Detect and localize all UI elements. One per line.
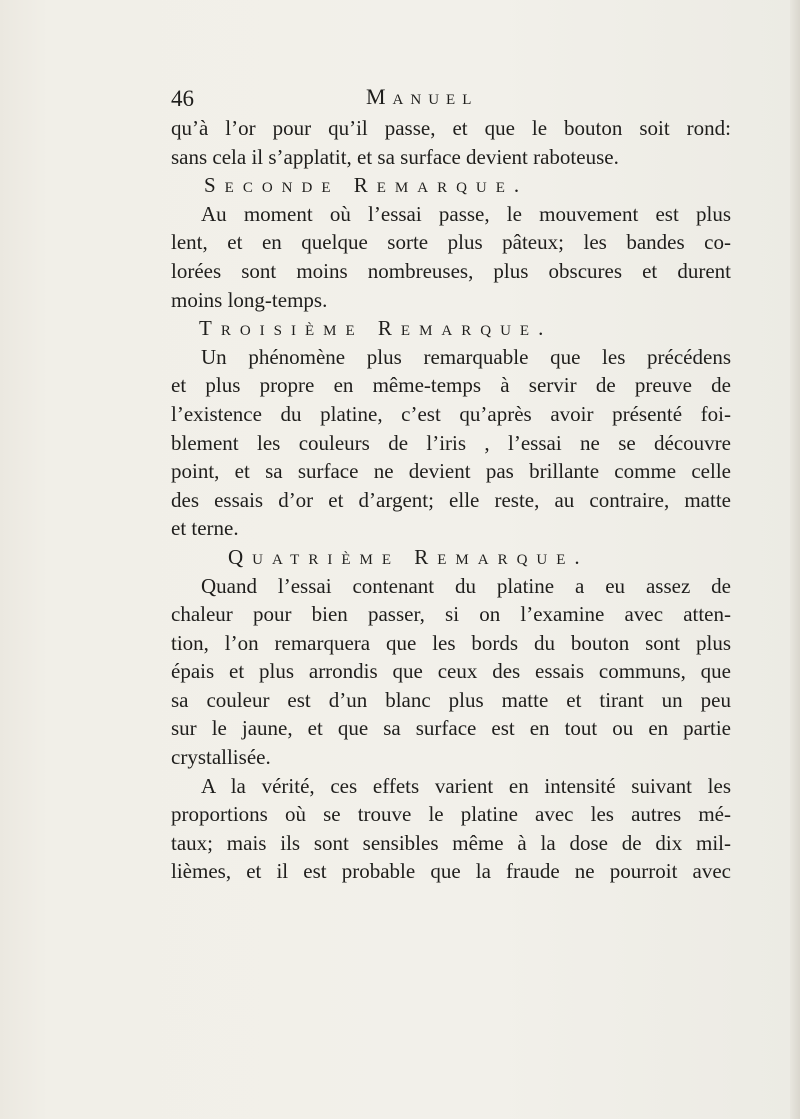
body-line: chaleur pour bien passer, si on l’examine avec atten- bbox=[171, 602, 731, 627]
body-line: moins long-temps. bbox=[171, 287, 328, 312]
body-line: Quand l’essai contenant du platine a eu assez de bbox=[201, 573, 731, 598]
body-line: A la vérité, ces effets varient en intensité suivant les bbox=[201, 773, 731, 798]
page-number: 46 bbox=[171, 86, 194, 111]
body-line: lièmes, et il est probable que la fraude ne pourroit avec bbox=[171, 859, 731, 884]
body-line: Un phénomène plus remarquable que les précédens bbox=[201, 344, 731, 369]
body-line: et plus propre en même-temps à servir de preuve de bbox=[171, 373, 731, 398]
body-line: proportions où se trouve le platine avec les autres mé- bbox=[171, 802, 731, 827]
body-line: lorées sont moins nombreuses, plus obscures et durent bbox=[171, 258, 731, 283]
running-head bbox=[171, 84, 731, 114]
body-line: l’existence du platine, c’est qu’après avoir présenté foi- bbox=[171, 401, 731, 426]
body-line: point, et sa surface ne devient pas brillante comme celle bbox=[171, 459, 731, 484]
body-line: sur le jaune, et que sa surface est en tout ou en partie bbox=[171, 716, 731, 741]
body-line: sans cela il s’applatit, et sa surface devient raboteuse. bbox=[171, 144, 619, 169]
section-heading: Quatrième Remarque. bbox=[228, 544, 589, 569]
page-edge bbox=[790, 0, 800, 1119]
text-block bbox=[171, 84, 731, 886]
body-line: épais et plus arrondis que ceux des essais communs, que bbox=[171, 659, 731, 684]
body-line: Au moment où l’essai passe, le mouvement est plus bbox=[201, 201, 731, 226]
section-heading: Troisième Remarque. bbox=[199, 316, 553, 341]
body-line: tion, l’on remarquera que les bords du bouton sont plus bbox=[171, 630, 731, 655]
body-line: et terne. bbox=[171, 516, 239, 541]
body-line: qu’à l’or pour qu’il passe, et que le bouton soit rond: bbox=[171, 116, 731, 140]
body-line: taux; mais ils sont sensibles même à la dose de dix mil- bbox=[171, 830, 731, 855]
section-heading: Seconde Remarque. bbox=[204, 173, 529, 198]
running-title: Manuel bbox=[366, 84, 479, 109]
body-line: des essais d’or et d’argent; elle reste, au contraire, matte bbox=[171, 487, 731, 512]
body-line: lent, et en quelque sorte plus pâteux; les bandes co- bbox=[171, 230, 731, 255]
body-line: crystallisée. bbox=[171, 745, 271, 770]
body-line: blement les couleurs de l’iris , l’essai ne se découvre bbox=[171, 430, 731, 455]
body-line: sa couleur est d’un blanc plus matte et tirant un peu bbox=[171, 687, 731, 712]
